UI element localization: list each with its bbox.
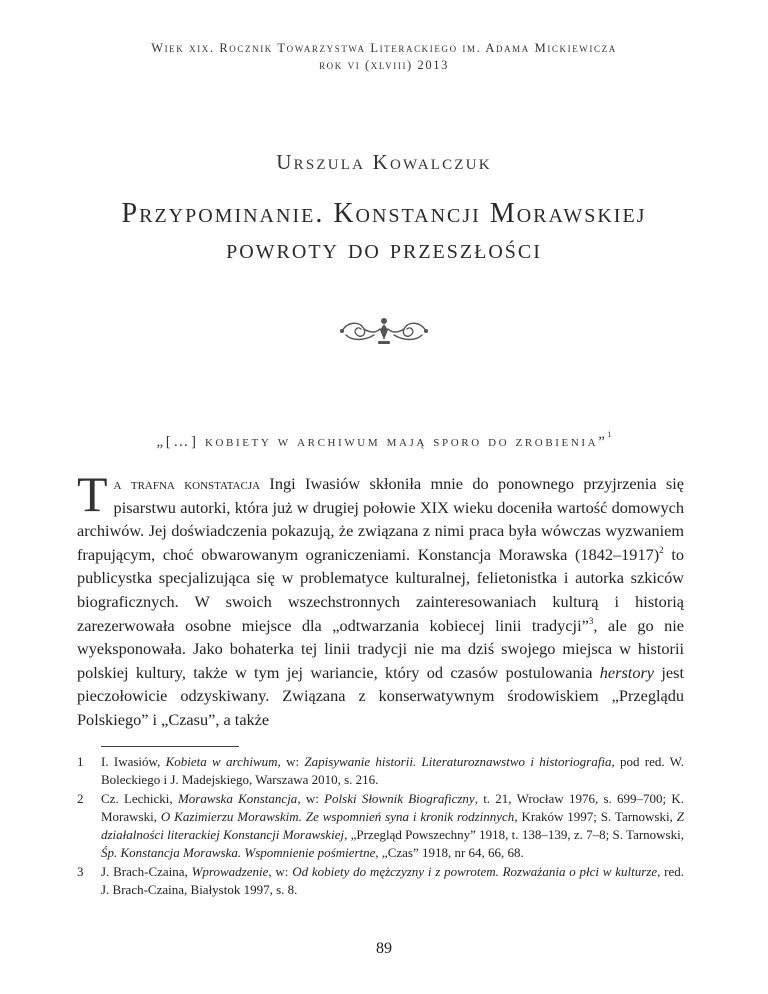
section-heading <box>0 430 768 451</box>
fn-part: I. Iwasiów, <box>101 754 166 769</box>
footnote-2 <box>77 790 684 863</box>
body-segment-1: Ingi Iwasiów skłoniła mnie do ponownego przyjrzenia się pisarstwu autorki, która już w drugiej połowie XIX wieku doceniła wartość domowych archiwów. Jej doświadczenia pokazują, że związana z nimi praca była wówczas wyzwaniem frapującym, choć obwarowanym ograniczeniami. Konstancja Morawska (1842–1917) <box>77 474 684 564</box>
fn-italic: Morawska Konstancja <box>177 790 298 806</box>
fn-part: Cz. Lechicki, <box>101 790 178 806</box>
lead-in-smallcaps: a trafna konstatacja <box>113 474 261 493</box>
fn-italic: Od kobiety do mężczyzny i z powrotem. Rozważania o płci w kulturze <box>292 863 658 879</box>
fn-part: , red. J. Brach-Czaina, Białystok 1997, s. 8. <box>101 863 684 898</box>
fn-italic: Kobieta w archiwum <box>165 754 278 769</box>
journal-title: Wiek xix. Rocznik Towarzystwa Literackiego im. Adama Mickiewicza <box>151 41 617 55</box>
footnote-number: 3 <box>77 863 84 879</box>
footnotes <box>77 753 684 899</box>
fn-part: , „Przegląd Powszechny” 1918, t. 138–139, z. 7–8; S. Tarnowski, <box>344 827 684 843</box>
body-segment-3: , ale go nie wyeksponowała. Jako bohaterka tej linii tradycji nie ma dziś swojego miejsca w historii polskiej kultury, także w tym jej wariancie, który od czasów postulowania <box>77 615 684 682</box>
footnote-ref-3: 3 <box>588 615 594 626</box>
journal-volume: rok vi (xlviii) 2013 <box>319 58 449 72</box>
page-number: 89 <box>376 940 392 957</box>
body-segment-4: jest pieczołowicie odzyskiwany. Związana z konserwatywnym środowiskiem „Przeglądu Polskiego” i „Czasu”, a także <box>77 662 684 729</box>
fn-part: , pod red. W. Boleckiego i J. Madejskiego, Warszawa 2010, s. 216. <box>101 754 685 788</box>
fn-italic: Polski Słownik Biograficzny <box>324 790 475 806</box>
fn-part: , w: <box>277 754 305 769</box>
footnote-ref-2: 2 <box>659 544 664 555</box>
article-title <box>0 196 768 268</box>
journal-header <box>0 40 768 74</box>
fleuron-ornament-icon <box>334 313 434 347</box>
fn-part: , w: <box>268 863 293 879</box>
section-heading-text: „[…] kobiety w archiwum mają sporo do zrobienia” <box>156 434 608 450</box>
fn-part: , Kraków 1997; S. Tarnowski, <box>514 808 677 824</box>
fn-italic: Zapisywanie historii. Literaturoznawstwo i historiografia <box>304 754 612 769</box>
drop-cap: T <box>77 466 108 522</box>
fn-part: , „Czas” 1918, nr 64, 66, 68. <box>375 845 524 861</box>
body-segment-2: to publicystka specjalizująca się w problematyce kulturalnej, felietonistka i autorka szkiców biograficznych. W swoich wszechstronnych zainteresowaniach kulturą i historią zarezerwowała osobne miejsce dla „odtwarzania kobiecej linii tradycji” <box>77 544 684 635</box>
footnote-text <box>101 790 684 863</box>
fn-part: J. Brach-Czaina, <box>101 863 192 879</box>
italic-term: herstory <box>599 662 655 682</box>
fn-italic: Z działalności literackiej Konstancji Morawskiej <box>101 808 684 843</box>
body-paragraph <box>77 466 684 732</box>
fn-italic: Śp. Konstancja Morawska. Wspomnienie pośmiertne <box>101 845 376 861</box>
article-title-line2: powroty do przeszłości <box>226 234 542 265</box>
author-name: Urszula Kowalczuk <box>276 150 492 174</box>
footnote-separator <box>101 746 239 747</box>
footnote-text <box>101 753 684 790</box>
fn-part: , t. 21, Wrocław 1976, s. 699–700; K. Morawski, <box>101 790 685 824</box>
article-title-line1: Przypominanie. Konstancji Morawskiej <box>121 198 647 229</box>
footnote-text <box>101 863 684 900</box>
fn-italic: O Kazimierzu Morawskim. Ze wspomnień syna i kronik rodzinnych <box>160 808 515 824</box>
fn-italic: Wprowadzenie <box>191 863 269 879</box>
footnote-number: 2 <box>77 790 84 806</box>
footnote-1 <box>77 753 684 790</box>
footnote-number: 1 <box>77 754 84 769</box>
body-text <box>77 466 684 732</box>
footnote-3 <box>77 863 684 900</box>
footnote-ref-1: 1 <box>607 430 612 439</box>
fn-part: , w: <box>297 790 325 806</box>
